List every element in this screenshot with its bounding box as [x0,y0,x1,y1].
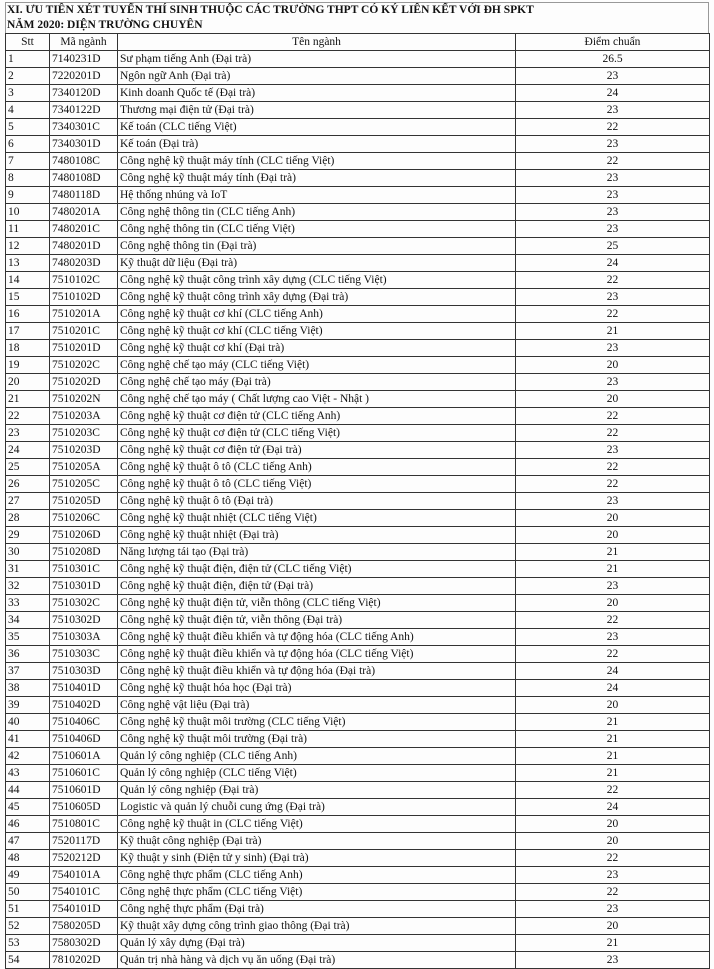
row-diem-chuan: 22 [516,306,710,323]
document-subtitle: NĂM 2020: DIỆN TRƯỜNG CHUYÊN [5,18,709,33]
row-stt: 1 [6,51,50,68]
row-diem-chuan: 24 [516,799,710,816]
row-diem-chuan: 23 [516,901,710,918]
row-diem-chuan: 21 [516,765,710,782]
table-header-row [6,34,710,51]
row-ma-nganh: 7340301C [50,119,118,136]
row-ten-nganh: Công nghệ chế tạo máy (CLC tiếng Việt) [118,357,516,374]
row-ma-nganh: 7480201C [50,221,118,238]
table-row [6,952,710,969]
table-row [6,408,710,425]
table-row [6,748,710,765]
row-ten-nganh: Công nghệ kỹ thuật công trình xây dựng (Đại trà) [118,289,516,306]
document-title: XI. ƯU TIÊN XÉT TUYỂN THÍ SINH THUỘC CÁC TRƯỜNG THPT CÓ KÝ LIÊN KẾT VỚI ĐH SPKT [5,2,709,18]
row-stt: 10 [6,204,50,221]
row-diem-chuan: 21 [516,731,710,748]
row-stt: 36 [6,646,50,663]
row-stt: 28 [6,510,50,527]
table-row [6,374,710,391]
row-diem-chuan: 23 [516,578,710,595]
row-ten-nganh: Công nghệ kỹ thuật cơ khí (CLC tiếng Anh) [118,306,516,323]
row-ten-nganh: Thương mại điện tử (Đại trà) [118,102,516,119]
table-row [6,527,710,544]
table-row [6,833,710,850]
row-ma-nganh: 7510605D [50,799,118,816]
row-ma-nganh: 7510208D [50,544,118,561]
row-stt: 29 [6,527,50,544]
row-ten-nganh: Công nghệ thực phẩm (Đại trà) [118,901,516,918]
row-ten-nganh: Công nghệ kỹ thuật ô tô (Đại trà) [118,493,516,510]
row-stt: 4 [6,102,50,119]
row-ma-nganh: 7510406C [50,714,118,731]
row-ten-nganh: Công nghệ kỹ thuật công trình xây dựng (CLC tiếng Việt) [118,272,516,289]
row-stt: 50 [6,884,50,901]
row-ten-nganh: Quản lý công nghiệp (Đại trà) [118,782,516,799]
row-ten-nganh: Kỹ thuật công nghiệp (Đại trà) [118,833,516,850]
row-stt: 48 [6,850,50,867]
table-row [6,612,710,629]
row-ten-nganh: Công nghệ vật liệu (Đại trà) [118,697,516,714]
row-diem-chuan: 23 [516,136,710,153]
row-diem-chuan: 21 [516,748,710,765]
row-stt: 17 [6,323,50,340]
table-row [6,663,710,680]
row-ma-nganh: 7340120D [50,85,118,102]
row-diem-chuan: 24 [516,255,710,272]
table-row [6,119,710,136]
row-ma-nganh: 7520117D [50,833,118,850]
row-ten-nganh: Công nghệ kỹ thuật điện tử, viễn thông (CLC tiếng Việt) [118,595,516,612]
row-stt: 35 [6,629,50,646]
row-ma-nganh: 7510301C [50,561,118,578]
row-ten-nganh: Công nghệ thông tin (CLC tiếng Anh) [118,204,516,221]
row-diem-chuan: 23 [516,374,710,391]
row-diem-chuan: 22 [516,850,710,867]
row-stt: 45 [6,799,50,816]
row-stt: 7 [6,153,50,170]
row-ma-nganh: 7480201A [50,204,118,221]
row-diem-chuan: 20 [516,391,710,408]
row-ma-nganh: 7510201A [50,306,118,323]
table-row [6,425,710,442]
row-stt: 34 [6,612,50,629]
row-ten-nganh: Công nghệ kỹ thuật điện tử, viễn thông (Đại trà) [118,612,516,629]
table-row [6,187,710,204]
row-ma-nganh: 7510203C [50,425,118,442]
row-diem-chuan: 22 [516,153,710,170]
row-stt: 42 [6,748,50,765]
table-row [6,578,710,595]
row-stt: 20 [6,374,50,391]
table-row [6,102,710,119]
row-diem-chuan: 26.5 [516,51,710,68]
row-ma-nganh: 7510202C [50,357,118,374]
table-row [6,476,710,493]
row-ten-nganh: Công nghệ kỹ thuật nhiệt (Đại trà) [118,527,516,544]
row-ma-nganh: 7510402D [50,697,118,714]
row-stt: 49 [6,867,50,884]
table-row [6,255,710,272]
row-diem-chuan: 23 [516,187,710,204]
row-stt: 41 [6,731,50,748]
row-ma-nganh: 7140231D [50,51,118,68]
row-diem-chuan: 22 [516,459,710,476]
row-stt: 15 [6,289,50,306]
row-ma-nganh: 7510601D [50,782,118,799]
row-diem-chuan: 23 [516,629,710,646]
table-row [6,289,710,306]
row-stt: 26 [6,476,50,493]
row-stt: 38 [6,680,50,697]
row-diem-chuan: 21 [516,935,710,952]
row-stt: 21 [6,391,50,408]
row-diem-chuan: 20 [516,833,710,850]
row-diem-chuan: 22 [516,646,710,663]
table-row [6,85,710,102]
table-row [6,238,710,255]
table-row [6,493,710,510]
row-ma-nganh: 7510601A [50,748,118,765]
row-diem-chuan: 22 [516,612,710,629]
row-ten-nganh: Công nghệ kỹ thuật ô tô (CLC tiếng Anh) [118,459,516,476]
header-ten-nganh: Tên ngành [118,34,516,51]
row-stt: 31 [6,561,50,578]
row-ten-nganh: Công nghệ kỹ thuật cơ điện tử (CLC tiếng Anh) [118,408,516,425]
row-diem-chuan: 22 [516,782,710,799]
table-row [6,697,710,714]
row-diem-chuan: 23 [516,340,710,357]
row-stt: 53 [6,935,50,952]
row-diem-chuan: 22 [516,272,710,289]
row-diem-chuan: 20 [516,697,710,714]
row-diem-chuan: 22 [516,476,710,493]
row-ten-nganh: Công nghệ kỹ thuật điều khiển và tự động hóa (CLC tiếng Việt) [118,646,516,663]
header-stt: Stt [6,34,50,51]
row-ma-nganh: 7510406D [50,731,118,748]
row-ten-nganh: Sư phạm tiếng Anh (Đại trà) [118,51,516,68]
row-diem-chuan: 22 [516,119,710,136]
row-ma-nganh: 7510302C [50,595,118,612]
row-ten-nganh: Kế toán (Đại trà) [118,136,516,153]
row-stt: 44 [6,782,50,799]
row-diem-chuan: 21 [516,544,710,561]
row-ten-nganh: Kỹ thuật y sinh (Điện tử y sinh) (Đại trà) [118,850,516,867]
row-stt: 16 [6,306,50,323]
row-ma-nganh: 7540101D [50,901,118,918]
row-diem-chuan: 22 [516,408,710,425]
row-ma-nganh: 7580302D [50,935,118,952]
table-row [6,204,710,221]
table-row [6,561,710,578]
row-ten-nganh: Công nghệ thực phẩm (CLC tiếng Anh) [118,867,516,884]
row-ma-nganh: 7540101A [50,867,118,884]
row-diem-chuan: 20 [516,816,710,833]
table-row [6,306,710,323]
row-ten-nganh: Công nghệ kỹ thuật cơ điện tử (Đại trà) [118,442,516,459]
row-ma-nganh: 7510206C [50,510,118,527]
row-ten-nganh: Công nghệ thực phẩm (CLC tiếng Việt) [118,884,516,901]
row-ma-nganh: 7480108C [50,153,118,170]
row-ten-nganh: Công nghệ kỹ thuật hóa học (Đại trà) [118,680,516,697]
row-diem-chuan: 21 [516,714,710,731]
row-ma-nganh: 7510801C [50,816,118,833]
row-diem-chuan: 20 [516,527,710,544]
row-stt: 22 [6,408,50,425]
row-stt: 27 [6,493,50,510]
table-row [6,850,710,867]
table-row [6,442,710,459]
row-ma-nganh: 7510202D [50,374,118,391]
row-ten-nganh: Công nghệ kỹ thuật cơ điện tử (CLC tiếng Việt) [118,425,516,442]
row-ma-nganh: 7510205D [50,493,118,510]
row-ten-nganh: Quản lý công nghiệp (CLC tiếng Anh) [118,748,516,765]
row-diem-chuan: 21 [516,323,710,340]
row-ten-nganh: Quản lý xây dựng (Đại trà) [118,935,516,952]
table-row [6,323,710,340]
row-stt: 25 [6,459,50,476]
row-stt: 2 [6,68,50,85]
table-row [6,459,710,476]
row-ten-nganh: Quản trị nhà hàng và dịch vụ ăn uống (Đại trà) [118,952,516,969]
row-stt: 52 [6,918,50,935]
row-ma-nganh: 7220201D [50,68,118,85]
row-ten-nganh: Công nghệ kỹ thuật cơ khí (Đại trà) [118,340,516,357]
table-row [6,884,710,901]
row-ten-nganh: Công nghệ kỹ thuật in (CLC tiếng Việt) [118,816,516,833]
row-ma-nganh: 7480108D [50,170,118,187]
row-ma-nganh: 7510102D [50,289,118,306]
row-stt: 40 [6,714,50,731]
row-ma-nganh: 7480118D [50,187,118,204]
table-row [6,510,710,527]
row-stt: 6 [6,136,50,153]
row-stt: 37 [6,663,50,680]
row-ten-nganh: Công nghệ chế tạo máy ( Chất lượng cao Việt - Nhật ) [118,391,516,408]
row-ten-nganh: Công nghệ kỹ thuật điện, điện tử (Đại trà) [118,578,516,595]
row-stt: 12 [6,238,50,255]
row-diem-chuan: 23 [516,289,710,306]
table-row [6,646,710,663]
row-ten-nganh: Kinh doanh Quốc tế (Đại trà) [118,85,516,102]
table-row [6,935,710,952]
table-row [6,714,710,731]
row-ma-nganh: 7510303C [50,646,118,663]
row-stt: 18 [6,340,50,357]
row-ten-nganh: Ngôn ngữ Anh (Đại trà) [118,68,516,85]
row-ten-nganh: Công nghệ kỹ thuật điện, điện tử (CLC tiếng Việt) [118,561,516,578]
table-row [6,765,710,782]
row-ten-nganh: Công nghệ kỹ thuật điều khiển và tự động hóa (CLC tiếng Anh) [118,629,516,646]
row-stt: 3 [6,85,50,102]
row-stt: 5 [6,119,50,136]
table-row [6,595,710,612]
row-stt: 14 [6,272,50,289]
row-diem-chuan: 23 [516,493,710,510]
row-ma-nganh: 7510303D [50,663,118,680]
row-diem-chuan: 20 [516,357,710,374]
table-row [6,629,710,646]
table-row [6,340,710,357]
row-ma-nganh: 7510205A [50,459,118,476]
row-ma-nganh: 7810202D [50,952,118,969]
table-row [6,391,710,408]
table-row [6,153,710,170]
row-ma-nganh: 7480203D [50,255,118,272]
row-stt: 43 [6,765,50,782]
row-ma-nganh: 7480201D [50,238,118,255]
row-ma-nganh: 7510202N [50,391,118,408]
table-row [6,799,710,816]
table-row [6,918,710,935]
row-stt: 24 [6,442,50,459]
row-ma-nganh: 7510401D [50,680,118,697]
table-body [6,51,710,969]
table-row [6,782,710,799]
row-diem-chuan: 23 [516,221,710,238]
row-diem-chuan: 24 [516,85,710,102]
row-diem-chuan: 23 [516,170,710,187]
row-stt: 32 [6,578,50,595]
row-ma-nganh: 7510303A [50,629,118,646]
table-row [6,731,710,748]
row-diem-chuan: 24 [516,663,710,680]
header-diem-chuan: Điểm chuẩn [516,34,710,51]
row-stt: 19 [6,357,50,374]
row-ten-nganh: Công nghệ kỹ thuật môi trường (Đại trà) [118,731,516,748]
row-ma-nganh: 7510203A [50,408,118,425]
row-ma-nganh: 7540101C [50,884,118,901]
row-ma-nganh: 7340301D [50,136,118,153]
table-row [6,544,710,561]
row-ma-nganh: 7510601C [50,765,118,782]
row-stt: 23 [6,425,50,442]
row-ma-nganh: 7510301D [50,578,118,595]
header-ma-nganh: Mã ngành [50,34,118,51]
row-diem-chuan: 23 [516,204,710,221]
row-ten-nganh: Năng lượng tái tạo (Đại trà) [118,544,516,561]
row-ma-nganh: 7510205C [50,476,118,493]
row-stt: 13 [6,255,50,272]
row-ten-nganh: Công nghệ thông tin (Đại trà) [118,238,516,255]
row-ten-nganh: Công nghệ chế tạo máy (Đại trà) [118,374,516,391]
table-row [6,51,710,68]
table-row [6,357,710,374]
row-diem-chuan: 20 [516,510,710,527]
admission-score-table [5,33,710,969]
row-ma-nganh: 7510201D [50,340,118,357]
row-ma-nganh: 7510206D [50,527,118,544]
row-stt: 46 [6,816,50,833]
row-stt: 54 [6,952,50,969]
row-diem-chuan: 23 [516,68,710,85]
table-row [6,901,710,918]
row-stt: 30 [6,544,50,561]
table-row [6,68,710,85]
row-diem-chuan: 23 [516,952,710,969]
row-ten-nganh: Công nghệ kỹ thuật điều khiển và tự động hóa (Đại trà) [118,663,516,680]
row-ma-nganh: 7510302D [50,612,118,629]
row-diem-chuan: 24 [516,680,710,697]
table-row [6,221,710,238]
row-stt: 11 [6,221,50,238]
document-sheet [5,2,709,969]
row-ma-nganh: 7340122D [50,102,118,119]
row-stt: 33 [6,595,50,612]
row-diem-chuan: 21 [516,561,710,578]
row-diem-chuan: 20 [516,918,710,935]
row-diem-chuan: 23 [516,867,710,884]
row-stt: 39 [6,697,50,714]
row-ten-nganh: Công nghệ kỹ thuật máy tính (CLC tiếng Việt) [118,153,516,170]
row-ten-nganh: Công nghệ kỹ thuật cơ khí (CLC tiếng Việt) [118,323,516,340]
row-ten-nganh: Công nghệ thông tin (CLC tiếng Việt) [118,221,516,238]
row-ten-nganh: Quản lý công nghiệp (CLC tiếng Việt) [118,765,516,782]
table-row [6,136,710,153]
row-ten-nganh: Công nghệ kỹ thuật máy tính (Đại trà) [118,170,516,187]
table-row [6,816,710,833]
row-ten-nganh: Logistic và quản lý chuỗi cung ứng (Đại trà) [118,799,516,816]
row-diem-chuan: 22 [516,425,710,442]
row-diem-chuan: 23 [516,442,710,459]
row-diem-chuan: 25 [516,238,710,255]
row-ten-nganh: Công nghệ kỹ thuật ô tô (CLC tiếng Việt) [118,476,516,493]
row-diem-chuan: 22 [516,884,710,901]
row-ten-nganh: Kế toán (CLC tiếng Việt) [118,119,516,136]
table-row [6,867,710,884]
row-stt: 47 [6,833,50,850]
row-ma-nganh: 7580205D [50,918,118,935]
row-ma-nganh: 7510102C [50,272,118,289]
row-ma-nganh: 7510203D [50,442,118,459]
table-row [6,680,710,697]
row-ma-nganh: 7510201C [50,323,118,340]
row-stt: 51 [6,901,50,918]
row-ten-nganh: Công nghệ kỹ thuật nhiệt (CLC tiếng Việt) [118,510,516,527]
row-diem-chuan: 23 [516,102,710,119]
row-ten-nganh: Công nghệ kỹ thuật môi trường (CLC tiếng Việt) [118,714,516,731]
table-row [6,272,710,289]
row-ten-nganh: Kỹ thuật xây dựng công trình giao thông (Đại trà) [118,918,516,935]
row-ma-nganh: 7520212D [50,850,118,867]
row-stt: 8 [6,170,50,187]
table-row [6,170,710,187]
row-stt: 9 [6,187,50,204]
row-diem-chuan: 20 [516,595,710,612]
row-ten-nganh: Hệ thống nhúng và IoT [118,187,516,204]
row-ten-nganh: Kỹ thuật dữ liệu (Đại trà) [118,255,516,272]
